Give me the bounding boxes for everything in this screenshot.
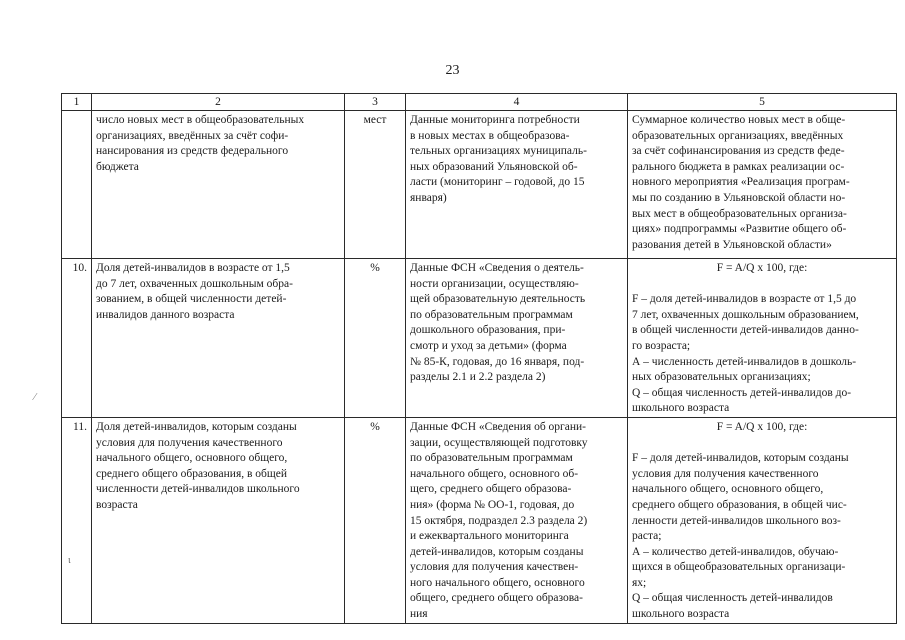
table-header-row [62,94,897,111]
text-line: ного начального общего, основного [410,576,585,589]
text-line: мы по созданию в Ульяновской области но- [632,191,846,204]
text-line: Q – общая численность детей-инвалидов до- [632,386,852,399]
text-line: разделы 2.1 и 2.2 раздела 2) [410,371,546,384]
text-line: в общей численности детей-инвалидов данно- [632,324,859,337]
row-number: 11. [62,417,92,623]
text-line: условия для получения качественного [96,436,283,449]
text-line: Доля детей-инвалидов в возрасте от 1,5 [96,262,290,274]
text-line: условия для получения качественного [632,467,819,480]
text-line: щего, среднего общего образова- [410,483,572,496]
text-line: условия для получения качествен- [410,561,579,574]
scan-margin-mark: ι [68,555,71,566]
text-line: школьного возраста [632,402,730,415]
text-line: вых мест в общеобразовательных организа- [632,207,847,220]
text-line: общего, среднего общего образова- [410,592,583,605]
text-line: число новых мест в общеобразовательных [96,114,305,126]
text-line: среднего общего образования, в общей чис- [632,498,847,511]
text-line: циях» подпрограммы «Развитие общего об- [632,223,847,236]
text-line: 15 октября, подраздел 2.3 раздела 2) [410,514,588,527]
header-col-3: 3 [345,94,406,111]
text-line: F – доля детей-инвалидов, которым созданы [632,452,849,465]
table-row [62,111,897,259]
text-line: зации, осуществляющей подготовку [410,436,588,449]
text-line: Данные мониторинга потребности [410,114,580,126]
text-line: ласти (мониторинг – годовой, до 15 [410,176,585,189]
text-line: зованием, в общей численности детей- [96,293,287,306]
calculation-method [628,111,897,259]
text-line: ях; [632,576,647,589]
indicator-name [92,417,345,623]
text-line: образовательных организациях, введённых [632,129,844,142]
text-line: Доля детей-инвалидов, которым созданы [96,420,297,433]
text-line: ния» (форма № ОО-1, годовая, до [410,498,575,511]
calculation-method [628,417,897,623]
data-source [406,111,628,259]
text-line: ности организации, осуществляю- [410,277,579,290]
text-line: смотр и уход за детьми» (форма [410,339,567,352]
text-line: новного мероприятия «Реализация програм- [632,176,850,189]
text-line: среднего общего образования, в общей [96,467,288,480]
scan-margin-mark: ⁄ [34,392,36,403]
indicator-name [92,259,345,418]
text-line: ленности детей-инвалидов школьного воз- [632,514,841,527]
text-line: разования детей в Ульяновской области» [632,238,832,251]
text-line: численности детей-инвалидов школьного [96,483,300,496]
text-line: № 85-К, годовая, до 16 января, под- [410,355,585,368]
text-line: F – доля детей-инвалидов в возрасте от 1,5 до [632,293,857,306]
unit: % [345,259,406,418]
calculation-method [628,259,897,418]
text-line: бюджета [96,160,139,173]
page-number: 23 [445,63,460,78]
unit: мест [345,111,406,259]
text-line: ных образований Ульяновской об- [410,160,578,173]
text-line: Суммарное количество новых мест в обще- [632,114,846,126]
formula: F = A/Q x 100, где: [716,262,808,274]
text-line: детей-инвалидов, которым созданы [410,545,584,558]
text-line: января) [410,191,447,204]
text-line: начального общего, основного общего, [632,483,824,496]
text-line: А – численность детей-инвалидов в дошколь- [632,355,857,368]
text-line: и ежеквартального мониторинга [410,530,569,543]
row-number: 10. [62,259,92,418]
text-line: ных образовательных организациях; [632,371,811,384]
indicators-table [61,93,897,624]
text-line: по образовательным программам [410,308,573,321]
row-number [62,111,92,259]
text-line: за счёт софинансирования из средств феде- [632,145,845,158]
unit: % [345,417,406,623]
text-line: щихся в общеобразовательных организаци- [632,561,846,574]
header-col-5: 5 [628,94,897,111]
text-line: начального общего, основного общего, [96,452,288,465]
table-row [62,259,897,418]
text-line [632,277,892,293]
data-source [406,259,628,418]
text-line: Q – общая численность детей-инвалидов [632,592,833,605]
text-line: дошкольного образования, при- [410,324,566,337]
text-line: начального общего, основного об- [410,467,579,480]
data-source [406,417,628,623]
indicator-name [92,111,345,259]
text-line: го возраста; [632,339,691,352]
text-line: школьного возраста [632,608,730,621]
text-line: ния [410,608,428,621]
text-line: в новых местах в общеобразова- [410,129,570,142]
text-line: Данные ФСН «Сведения об органи- [410,420,586,433]
text-line [632,436,892,452]
text-line: Данные ФСН «Сведения о деятель- [410,262,584,274]
text-line: до 7 лет, охваченных дошкольным обра- [96,277,293,290]
formula: F = A/Q x 100, где: [716,420,808,433]
text-line: рального бюджета в рамках реализации ос- [632,160,845,173]
text-line: тельных организациях муниципаль- [410,145,587,158]
text-line: А – количество детей-инвалидов, обучаю- [632,545,839,558]
text-line: раста; [632,530,662,543]
text-line: по образовательным программам [410,452,573,465]
text-line: возраста [96,498,138,511]
text-line: 7 лет, охваченных дошкольным образованием, [632,308,859,321]
header-col-1: 1 [62,94,92,111]
text-line: щей образовательную деятельность [410,293,586,306]
header-col-4: 4 [406,94,628,111]
text-line: нансирования из средств федерального [96,145,289,158]
text-line: организациях, введённых за счёт софи- [96,129,289,142]
header-col-2: 2 [92,94,345,111]
table-row [62,417,897,623]
text-line: инвалидов данного возраста [96,308,235,321]
